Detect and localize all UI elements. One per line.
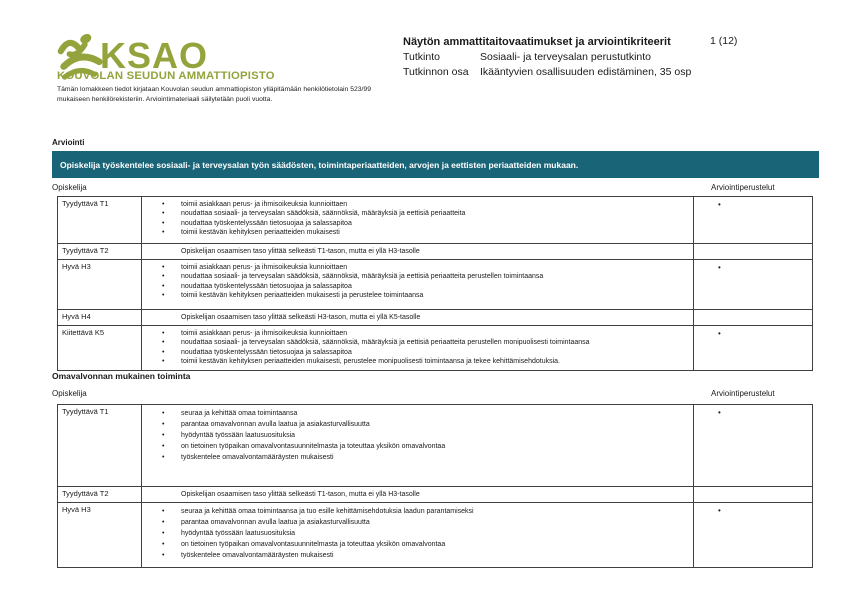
criteria-banner-text: Opiskelija työskentelee sosiaali- ja terveysalan työn säädösten, toimintaperiaatteiden, arvojen ja eettisten periaatteiden mukaan. — [60, 159, 579, 170]
table-row-h4 — [58, 309, 812, 325]
criteria-cell — [142, 260, 694, 309]
arviointiperustelut-cell — [694, 405, 812, 486]
logo-wordmark: KSAO — [100, 35, 209, 76]
criterion-text: seuraa ja kehittää omaa toimintaansa — [181, 410, 298, 417]
table-row-t1 — [58, 405, 812, 486]
level-note-text: Opiskelijan osaamisen taso ylittää selkeästi T1-tason, mutta ei yllä H3-tasolle — [181, 491, 420, 498]
table-row-t2 — [58, 243, 812, 259]
criteria-cell — [142, 503, 694, 567]
grade-cell: Kiitettävä K5 — [58, 326, 142, 370]
field-value: Sosiaali- ja terveysalan perustutkinto — [480, 51, 652, 63]
criterion-text: toimii asiakkaan perus- ja ihmisoikeuksia kunnioittaen — [181, 264, 348, 271]
grade-cell: Hyvä H4 — [58, 310, 142, 325]
bullet-icon: • — [162, 210, 165, 218]
bullet-icon: • — [162, 410, 165, 417]
grade-cell: Tyydyttävä T2 — [58, 244, 142, 259]
criterion-text: on tietoinen työpaikan omavalvontasuunnitelmasta ja toteuttaa yksikön omavalvontaa — [181, 443, 446, 450]
bullet-icon: • — [162, 443, 165, 450]
criterion-text: työskentelee omavalvontamääräysten mukaisesti — [181, 454, 334, 461]
grade-cell: Tyydyttävä T2 — [58, 487, 142, 502]
assessment-table-1 — [57, 196, 813, 371]
table-row-h3 — [58, 259, 812, 309]
criterion-text: noudattaa sosiaali- ja terveysalan säädöksiä, säännöksiä, määräyksiä ja eettisiä periaatteita — [181, 210, 466, 218]
criteria-banner — [52, 151, 819, 178]
arviointiperustelut-cell — [694, 310, 812, 325]
bullet-icon: • — [162, 432, 165, 439]
table-row-k5 — [58, 325, 812, 370]
arviointiperustelut-cell — [694, 260, 812, 309]
criterion-text: noudattaa sosiaali- ja terveysalan säädöksiä, säännöksiä, määräyksiä ja eettisiä periaatteita perustellen monipuolisesti toimintaansa — [181, 339, 590, 347]
column-header-opiskelija: Opiskelija — [52, 183, 87, 192]
criteria-cell — [142, 326, 694, 370]
field-label: Tutkinto — [403, 51, 440, 63]
criteria-cell — [142, 244, 694, 259]
page-number: 1 (12) — [710, 35, 738, 47]
criterion-text: toimii asiakkaan perus- ja ihmisoikeuksia kunnioittaen — [181, 201, 348, 208]
bullet-icon: • — [162, 292, 165, 300]
document-title: Näytön ammattitaitovaatimukset ja arviointikriteerit — [403, 36, 671, 48]
table-row-t1 — [58, 197, 812, 243]
criterion-text: toimii kestävän kehityksen periaatteiden mukaisesti ja perustelee toimintaansa — [181, 292, 424, 300]
bullet-icon: • — [162, 358, 165, 366]
bullet-icon: • — [162, 519, 165, 526]
bullet-icon: • — [162, 530, 165, 537]
bullet-icon: • — [162, 339, 165, 347]
field-label: Tutkinnon osa — [403, 66, 469, 78]
criterion-text: hyödyntää työssään laatusuosituksia — [181, 530, 296, 537]
criteria-cell — [142, 487, 694, 502]
bullet-icon: • — [718, 506, 721, 515]
header-field-tutkinnon-osa — [403, 65, 691, 80]
criteria-cell — [142, 405, 694, 486]
bullet-icon: • — [162, 229, 165, 237]
bullet-icon: • — [718, 329, 721, 338]
grade-cell: Hyvä H3 — [58, 503, 142, 567]
arviointiperustelut-cell — [694, 197, 812, 243]
privacy-disclaimer-line1: Tämän lomakkeen tiedot kirjataan Kouvolan seudun ammattiopiston ylläpitämään henkilötietolain 523/99 — [57, 86, 371, 93]
bullet-icon: • — [162, 282, 165, 290]
bullet-icon: • — [162, 454, 165, 461]
criterion-text: noudattaa sosiaali- ja terveysalan säädöksiä, säännöksiä, määräyksiä ja eettisiä periaatteita perustellen toimintaansa — [181, 273, 544, 281]
arviointiperustelut-cell — [694, 503, 812, 567]
logo-subtitle: KOUVOLAN SEUDUN AMMATTIOPISTO — [57, 70, 275, 82]
section-heading-omavalvonta: Omavalvonnan mukainen toiminta — [52, 371, 191, 381]
bullet-icon: • — [162, 330, 165, 337]
column-header-arviointiperustelut: Arviointiperustelut — [711, 183, 775, 192]
criterion-text: parantaa omavalvonnan avulla laatua ja asiakasturvallisuutta — [181, 421, 370, 428]
bullet-icon: • — [162, 201, 165, 208]
criterion-text: hyödyntää työssään laatusuosituksia — [181, 432, 296, 439]
criterion-text: seuraa ja kehittää omaa toimintaansa ja tuo esille kehittämisehdotuksia laadun parantamiseksi — [181, 508, 474, 515]
criterion-text: noudattaa työskentelyssään tietosuojaa ja salassapitoa — [181, 219, 352, 227]
arviointiperustelut-cell — [694, 487, 812, 502]
field-value: Ikääntyvien osallisuuden edistäminen, 35 osp — [480, 66, 692, 78]
privacy-disclaimer-line2: mukaiseen henkilörekisteriin. Arviointimateriaali säilytetään puoli vuotta. — [57, 95, 273, 103]
criterion-text: on tietoinen työpaikan omavalvontasuunnitelmasta ja toteuttaa yksikön omavalvontaa — [181, 541, 446, 548]
document-header — [403, 35, 691, 80]
bullet-icon: • — [718, 408, 721, 417]
bullet-icon: • — [162, 552, 165, 559]
bullet-icon: • — [718, 200, 721, 209]
bullet-icon: • — [162, 541, 165, 548]
bullet-icon: • — [162, 421, 165, 428]
criterion-text: parantaa omavalvonnan avulla laatua ja asiakasturvallisuutta — [181, 519, 370, 526]
privacy-disclaimer — [57, 85, 371, 105]
table-row-h3 — [58, 502, 812, 567]
bullet-icon: • — [718, 263, 721, 272]
grade-cell: Tyydyttävä T1 — [58, 405, 142, 486]
criterion-text: toimii kestävän kehityksen periaatteiden mukaisesti — [181, 229, 340, 237]
criterion-text: noudattaa työskentelyssään tietosuojaa ja salassapitoa — [181, 348, 352, 356]
section-heading-arviointi: Arviointi — [52, 138, 85, 147]
table-row-t2 — [58, 486, 812, 502]
header-field-tutkinto — [403, 50, 691, 65]
column-header-opiskelija: Opiskelija — [52, 389, 87, 398]
level-note-text: Opiskelijan osaamisen taso ylittää selkeästi H3-tason, mutta ei yllä K5-tasolle — [181, 314, 421, 321]
criterion-text: toimii asiakkaan perus- ja ihmisoikeuksia kunnioittaen — [181, 330, 348, 337]
criteria-cell — [142, 197, 694, 243]
level-note-text: Opiskelijan osaamisen taso ylittää selkeästi T1-tason, mutta ei yllä H3-tasolle — [181, 248, 420, 255]
bullet-icon: • — [162, 264, 165, 271]
assessment-table-2 — [57, 404, 813, 568]
column-header-arviointiperustelut: Arviointiperustelut — [711, 389, 775, 398]
bullet-icon: • — [162, 273, 165, 281]
criterion-text: työskentelee omavalvontamääräysten mukaisesti — [181, 552, 334, 559]
criterion-text: toimii kestävän kehityksen periaatteiden mukaisesti, perustelee monipuolisesti toimintaansa ja tekee kehittämisehdotuksia. — [181, 358, 560, 366]
grade-cell: Hyvä H3 — [58, 260, 142, 309]
arviointiperustelut-cell — [694, 326, 812, 370]
bullet-icon: • — [162, 219, 165, 227]
criterion-text: noudattaa työskentelyssään tietosuojaa ja salassapitoa — [181, 282, 352, 290]
bullet-icon: • — [162, 508, 165, 515]
bullet-icon: • — [162, 348, 165, 356]
arviointiperustelut-cell — [694, 244, 812, 259]
grade-cell: Tyydyttävä T1 — [58, 197, 142, 243]
criteria-cell — [142, 310, 694, 325]
